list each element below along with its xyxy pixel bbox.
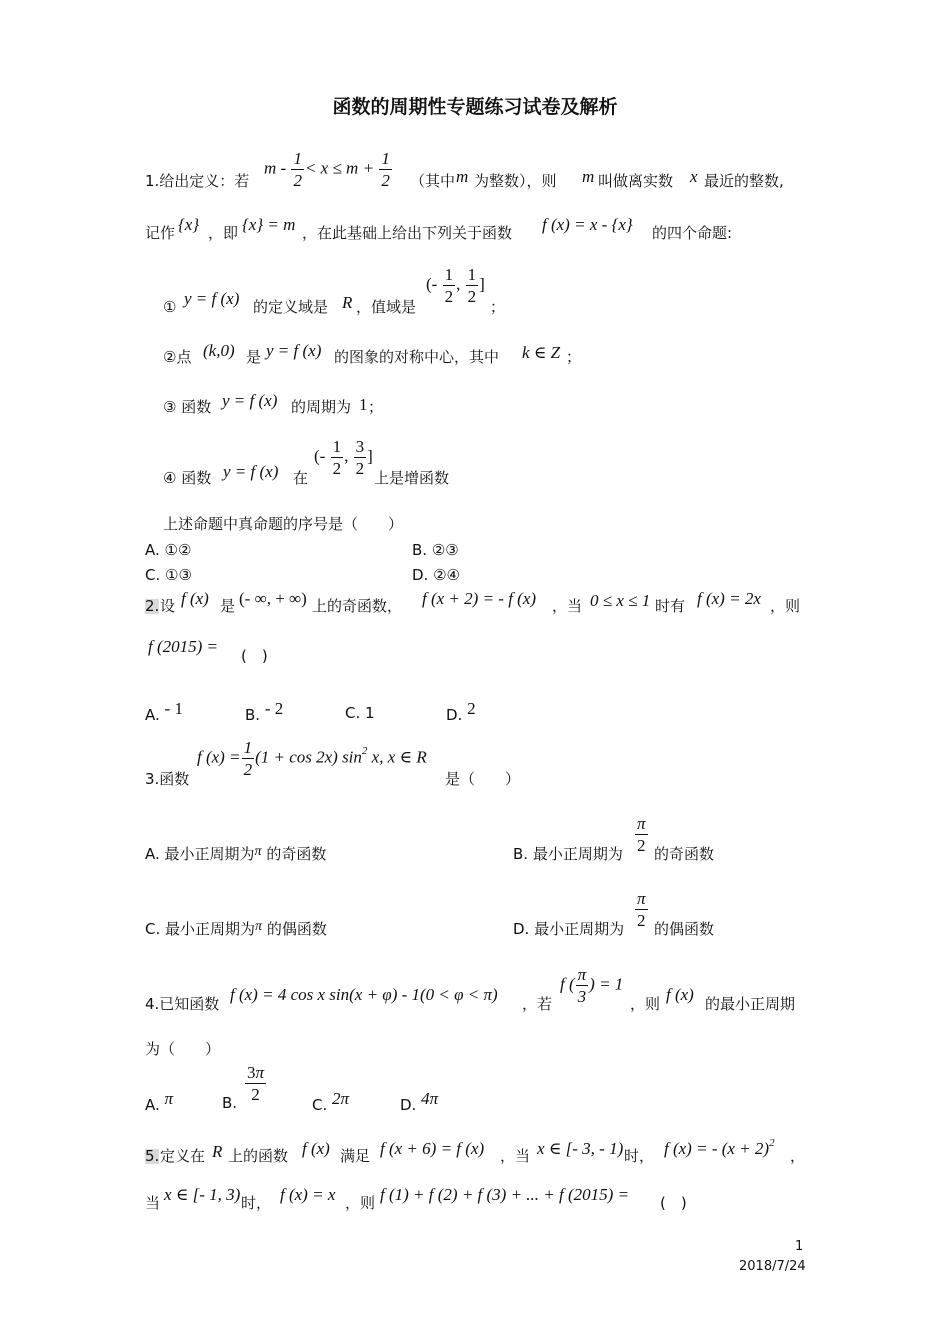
prop2-kz: k ∈ Z xyxy=(522,343,561,362)
q3-option-b[interactable]: B. 最小正周期为 xyxy=(513,845,623,863)
q2-option-a[interactable]: A. - 1 xyxy=(145,699,183,724)
q2-domain: (- ∞, + ∞) xyxy=(239,589,307,608)
q3-text: 3.函数 xyxy=(145,770,190,788)
q5-math: f (x) = x xyxy=(280,1185,336,1204)
q3-option-c[interactable]: C. 最小正周期为π 的偶函数 xyxy=(145,919,327,938)
q1-text: 的四个命题: xyxy=(652,224,733,242)
q3-option-d-suffix: 的偶函数 xyxy=(654,920,715,938)
q4-text: 为（ ） xyxy=(145,1040,221,1058)
q1-m: m xyxy=(456,167,469,186)
prop2-text: 的图象的对称中心，其中 xyxy=(334,348,500,366)
q1-option-a[interactable]: A. ①② xyxy=(145,541,192,559)
q4-option-c[interactable]: C. 2π xyxy=(312,1089,350,1114)
q1-text: 记作 xyxy=(145,224,176,242)
q3-option-b-suffix: 的奇函数 xyxy=(654,845,715,863)
q1-text: ，即 xyxy=(208,224,239,242)
q2-text: 设 xyxy=(160,597,176,615)
page-number: 1 xyxy=(795,1239,804,1254)
q1-option-d[interactable]: D. ②④ xyxy=(412,566,460,584)
q1-text: （其中 xyxy=(410,172,456,190)
q4-option-b-value: $\frac{3\pi}{2}$ xyxy=(247,1063,265,1104)
prop3-period: 1 xyxy=(359,395,368,414)
q1-x: x xyxy=(690,167,698,186)
q1-math: {x} = m xyxy=(242,215,296,234)
q5-math: x ∈ [- 1, 3) xyxy=(164,1185,241,1204)
q2-text: 是 xyxy=(220,597,236,615)
q5-paren: ( ) xyxy=(660,1194,687,1212)
q5-text: ，当 xyxy=(500,1147,531,1165)
q2-option-b[interactable]: B. - 2 xyxy=(245,699,284,724)
proposition-4-label: ④ 函数 xyxy=(163,469,212,487)
q5-text: 时， xyxy=(241,1194,272,1212)
q5-sum: f (1) + f (2) + f (3) + ... + f (2015) = xyxy=(380,1185,630,1204)
q1-math: f (x) = x - {x} xyxy=(542,215,633,234)
q4-option-b[interactable]: B. xyxy=(222,1094,238,1112)
q1-question: 上述命题中真命题的序号是（ ） xyxy=(163,515,404,533)
q2-option-d[interactable]: D. 2 xyxy=(446,699,476,724)
prop4-interval: (- $\frac{1}{2}$ , $\frac{3}{2}$ ] xyxy=(314,437,373,478)
q5-text: 上的函数 xyxy=(228,1147,289,1165)
q3-text: 是（ ） xyxy=(445,770,521,788)
q3-option-d[interactable]: D. 最小正周期为 xyxy=(513,920,625,938)
q3-option-b-value: $\frac{\pi}{2}$ xyxy=(637,814,646,855)
q1-option-b[interactable]: B. ②③ xyxy=(412,541,459,559)
q4-expression: f (x) = 4 cos x sin(x + φ) - 1(0 < φ < π) xyxy=(230,985,498,1004)
q1-text: 为整数），则 xyxy=(474,172,557,190)
q5-text: 定义在 xyxy=(160,1147,206,1165)
q4-text: 的最小正周期 xyxy=(705,995,796,1013)
q5-math: f (x) = - $(x + 2)^2$ xyxy=(664,1137,775,1158)
page-title: 函数的周期性专题练习试卷及解析 xyxy=(332,96,618,118)
q4-option-a[interactable]: A. π xyxy=(145,1089,174,1114)
q2-option-c[interactable]: C. 1 xyxy=(345,704,375,722)
q4-fx: f (x) xyxy=(666,985,694,1004)
q2-math: f (x) xyxy=(181,589,209,608)
prop1-interval: (- $\frac{1}{2}$ , $\frac{1}{2}$ ] xyxy=(426,265,485,306)
prop4-text: 在 xyxy=(293,469,309,487)
q5-number: 5. xyxy=(145,1147,160,1165)
prop3-math: y = f (x) xyxy=(222,391,278,410)
q4-option-d[interactable]: D. 4π xyxy=(400,1089,439,1114)
q1-option-c[interactable]: C. ①③ xyxy=(145,566,192,584)
prop1-text: ，值域是 xyxy=(356,298,417,316)
prop3-end: ； xyxy=(368,398,384,416)
proposition-2-label: ②点 xyxy=(163,348,192,366)
prop3-text: 的周期为 xyxy=(291,398,352,416)
proposition-3-label: ③ 函数 xyxy=(163,398,212,416)
q5-text: 当 xyxy=(145,1194,161,1212)
q3-option-d-value: $\frac{\pi}{2}$ xyxy=(637,889,646,930)
q1-m: m xyxy=(582,167,595,186)
q4-condition: f ( $\frac{\pi}{3}$ ) = 1 xyxy=(560,965,624,1006)
q2-text: ，则 xyxy=(770,597,801,615)
q4-text: ，若 xyxy=(522,995,553,1013)
q1-math: {x} xyxy=(178,215,200,234)
proposition-1-label: ① xyxy=(163,298,177,316)
footer-date: 2018/7/24 xyxy=(739,1259,806,1274)
q2-math: f (x) = 2x xyxy=(697,589,761,608)
q3-expression: f (x) = $\frac{1}{2}$ (1 + cos 2x) $\sin^2 x$, x ∈ R xyxy=(197,738,427,779)
q2-math: f (x + 2) = - f (x) xyxy=(422,589,537,608)
prop4-text: 上是增函数 xyxy=(374,469,450,487)
q5-R: R xyxy=(212,1142,223,1161)
q1-text: 最近的整数, xyxy=(704,172,784,190)
prop2-math: y = f (x) xyxy=(266,341,322,360)
prop2-end: ； xyxy=(566,348,582,366)
q3-option-a[interactable]: A. 最小正周期为π 的奇函数 xyxy=(145,844,327,863)
q5-text: 满足 xyxy=(340,1147,371,1165)
q1-text: ，在此基础上给出下列关于函数 xyxy=(302,224,513,242)
q1-text: 1.给出定义：若 xyxy=(145,172,250,190)
prop2-text: 是 xyxy=(246,348,262,366)
q5-math: f (x) xyxy=(302,1139,330,1158)
q2-paren: ( ) xyxy=(241,647,268,665)
prop1-math: y = f (x) xyxy=(184,289,240,308)
q2-text: 时有 xyxy=(655,597,686,615)
prop1-text: 的定义域是 xyxy=(253,298,329,316)
q2-ask: f (2015) = xyxy=(148,637,219,656)
prop1-R: R xyxy=(342,293,353,312)
q5-text: ，则 xyxy=(345,1194,376,1212)
q2-number: 2. xyxy=(145,597,160,615)
q5-math: f (x + 6) = f (x) xyxy=(380,1139,485,1158)
q1-condition: m - $\frac{1}{2}$ < x ≤ m + $\frac{1}{2}$ xyxy=(264,149,390,190)
q5-text: ， xyxy=(790,1147,806,1165)
q2-text: 上的奇函数， xyxy=(312,597,403,615)
q2-math: 0 ≤ x ≤ 1 xyxy=(590,591,651,610)
prop4-math: y = f (x) xyxy=(223,462,279,481)
prop1-end: ； xyxy=(490,298,506,316)
q1-text: 叫做离实数 xyxy=(598,172,674,190)
q2-text: ，当 xyxy=(552,597,583,615)
q4-text: ，则 xyxy=(630,995,661,1013)
prop2-math: (k,0) xyxy=(203,341,235,360)
q4-text: 4.已知函数 xyxy=(145,995,220,1013)
q5-text: 时， xyxy=(624,1147,655,1165)
q5-math: x ∈ [- 3, - 1) xyxy=(537,1139,624,1158)
